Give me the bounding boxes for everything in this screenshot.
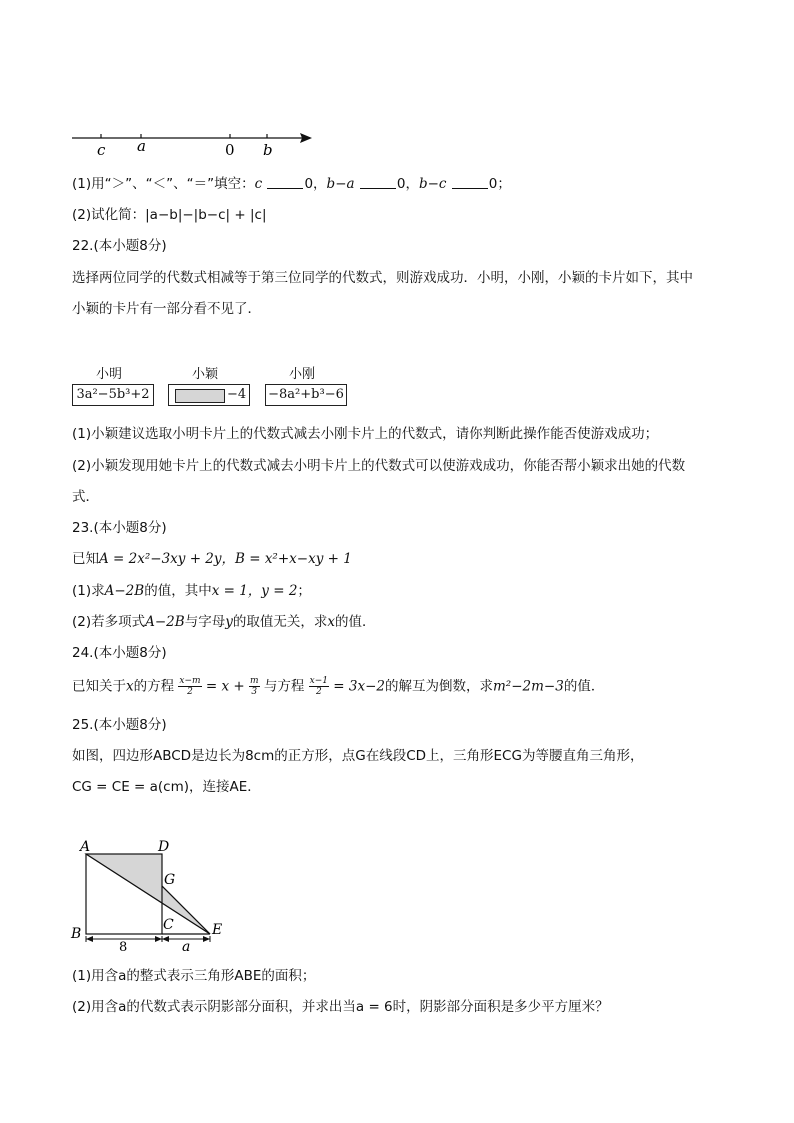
q22-title: 22.(本小题8分) xyxy=(72,238,167,254)
q25-body-line1: 如图，四边形ABCD是边长为8cm的正方形，点G在线段CD上，三角形ECG为等腰直角三角形， xyxy=(72,748,644,764)
card-hidden-area xyxy=(175,389,225,403)
label-d-point: D xyxy=(158,839,170,855)
q24-fraction-3: $\frac{x-1}{2}$ xyxy=(309,676,328,697)
q23-title: 23.(本小题8分) xyxy=(72,520,167,536)
card-expr-xiaoying: −4 xyxy=(227,387,247,402)
q22-part1: (1)小颖建议选取小明卡片上的代数式减去小刚卡片上的代数式，请你判断此操作能否使游戏成功； xyxy=(72,426,659,442)
q24-title: 24.(本小题8分) xyxy=(72,645,167,661)
label-length-8: 8 xyxy=(119,940,128,954)
number-line-label-c: c xyxy=(97,141,106,159)
q22-body-line1: 选择两位同学的代数式相减等于第三位同学的代数式，则游戏成功．小明，小刚，小颖的卡片如下，其中 xyxy=(72,270,693,286)
card-xiaogang xyxy=(265,384,347,406)
q23-given: 已知A = 2x²−3xy + 2y，B = x²+x−xy + 1 xyxy=(72,551,352,567)
card-xiaoying xyxy=(168,384,250,406)
number-line-label-0: 0 xyxy=(225,141,235,159)
q25-body-line2: CG = CE = a(cm)，连接AE． xyxy=(72,779,261,795)
q22-part2-line2: 式． xyxy=(72,489,99,505)
card-name-xiaoying: 小颖 xyxy=(192,367,219,382)
q23-part2: (2)若多项式A−2B与字母y的取值无关，求x的值． xyxy=(72,614,376,630)
q23-part1: (1)求A−2B的值，其中x = 1，y = 2； xyxy=(72,583,311,599)
label-b-point: B xyxy=(71,926,82,942)
number-line-label-a: a xyxy=(137,137,146,155)
number-line-label-b: b xyxy=(263,141,273,159)
label-e-point: E xyxy=(212,922,223,938)
card-xiaoming xyxy=(72,384,154,406)
q24-fraction-2: $\frac{m}{3}$ xyxy=(250,676,259,697)
card-name-xiaoming: 小明 xyxy=(96,367,123,382)
number-line-figure xyxy=(66,128,326,160)
square-triangle-figure xyxy=(66,834,236,954)
card-expr-xiaogang: −8a²+b³−6 xyxy=(268,387,344,402)
q22-part2-line1: (2)小颖发现用她卡片上的代数式减去小明卡片上的代数式可以使游戏成功，你能否帮小颖求出她的代数 xyxy=(72,458,686,474)
q25-part2: (2)用含a的代数式表示阴影部分面积，并求出当a = 6时，阴影部分面积是多少平方厘米？ xyxy=(72,999,609,1015)
q21-part1: (1)用“＞”、“＜”、“＝”填空：c 0，b−a 0，b−c 0； xyxy=(72,176,511,192)
q24-fraction-1: $\frac{x-m}{2}$ xyxy=(179,676,201,697)
label-c-point: C xyxy=(163,917,174,933)
q24-body: 已知关于x的方程 $\frac{x-m}{2}$ = x + $\frac{m}{3}$ 与方程 $\frac{x-1}{2}$ = 3x−2的解互为倒数，求m²−2m−3的值． xyxy=(72,676,605,697)
card-name-xiaogang: 小刚 xyxy=(289,367,316,382)
q25-part1: (1)用含a的整式表示三角形ABE的面积； xyxy=(72,968,316,984)
label-length-a: a xyxy=(182,939,191,954)
card-expr-xiaoming: 3a²−5b³+2 xyxy=(76,387,150,402)
q22-body-line2: 小颖的卡片有一部分看不见了． xyxy=(72,301,261,317)
label-a-point: A xyxy=(80,839,91,855)
q21-part2: (2)试化简：|a−b|−|b−c| + |c| xyxy=(72,207,267,223)
label-g-point: G xyxy=(164,872,176,888)
q25-title: 25.(本小题8分) xyxy=(72,717,167,733)
